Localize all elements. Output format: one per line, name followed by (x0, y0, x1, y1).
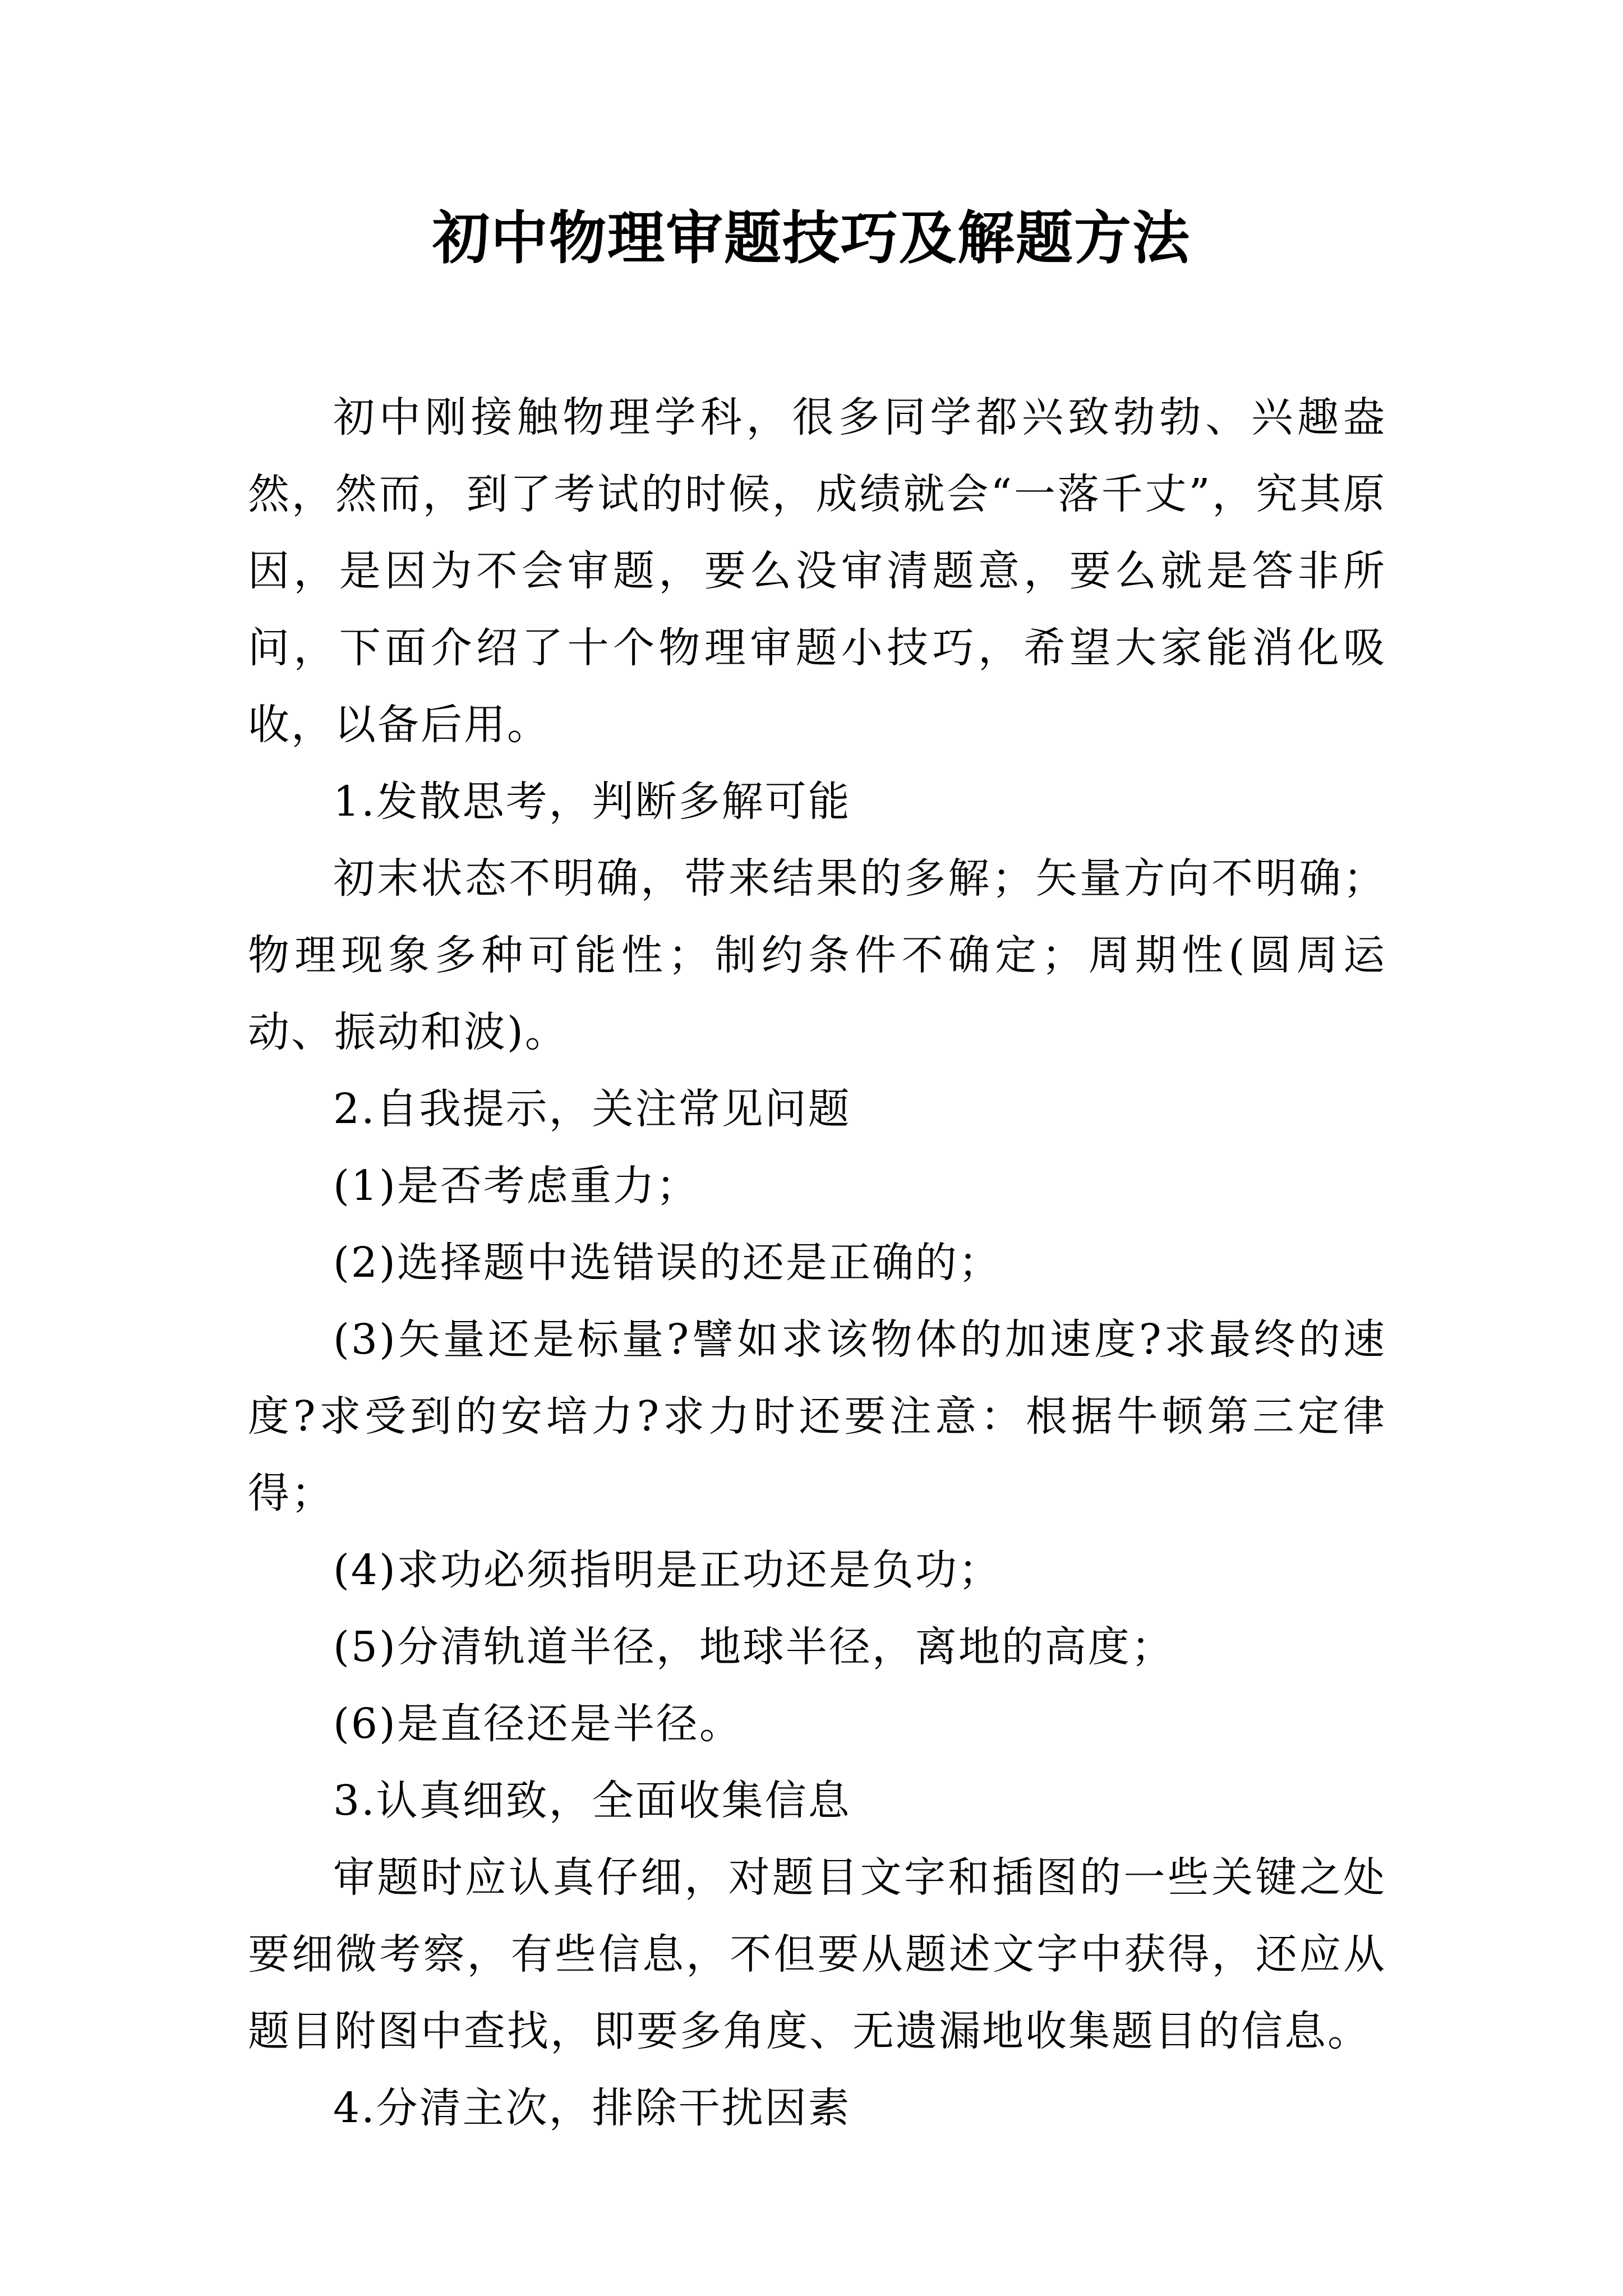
list-item-2: (2)选择题中选错误的还是正确的； (333, 1239, 1002, 1287)
section-3-paragraph: 审题时应认真仔细，对题目文字和插图的一些关键之处要细微考察，有些信息，不但要从题述文字中获得，还应从题目附图中查找，即要多角度、无遗漏地收集题目的信息。 (248, 1853, 1386, 2055)
section-1-paragraph: 初末状态不明确，带来结果的多解；矢量方向不明确；物理现象多种可能性；制约条件不确定；周期性(圆周运动、振动和波)。 (248, 854, 1386, 1056)
list-item-6: (6)是直径还是半径。 (333, 1700, 743, 1748)
list-item-5: (5)分清轨道半径，地球半径，离地的高度； (333, 1623, 1174, 1671)
section-heading-3: 3.认真细致，全面收集信息 (333, 1777, 851, 1825)
list-item-1: (1)是否考虑重力； (333, 1162, 699, 1210)
list-item-3: (3)矢量还是标量?譬如求该物体的加速度?求最终的速度?求受到的安培力?求力时还要注意：根据牛顿第三定律得； (248, 1315, 1386, 1517)
section-heading-1: 1.发散思考，判断多解可能 (333, 777, 851, 826)
intro-paragraph: 初中刚接触物理学科，很多同学都兴致勃勃、兴趣盎然，然而，到了考试的时候，成绩就会“一落千丈”，究其原因，是因为不会审题，要么没审清题意，要么就是答非所问，下面介绍了十个物理审题小技巧，希望大家能消化吸收，以备后用。 (248, 393, 1386, 749)
list-item-4: (4)求功必须指明是正功还是负功； (333, 1546, 1002, 1594)
section-heading-4: 4.分清主次，排除干扰因素 (333, 2084, 851, 2132)
document-body (248, 379, 1386, 2147)
document-title: 初中物理审题技巧及解题方法 (432, 205, 1191, 272)
section-heading-2: 2.自我提示，关注常见问题 (333, 1085, 851, 1133)
